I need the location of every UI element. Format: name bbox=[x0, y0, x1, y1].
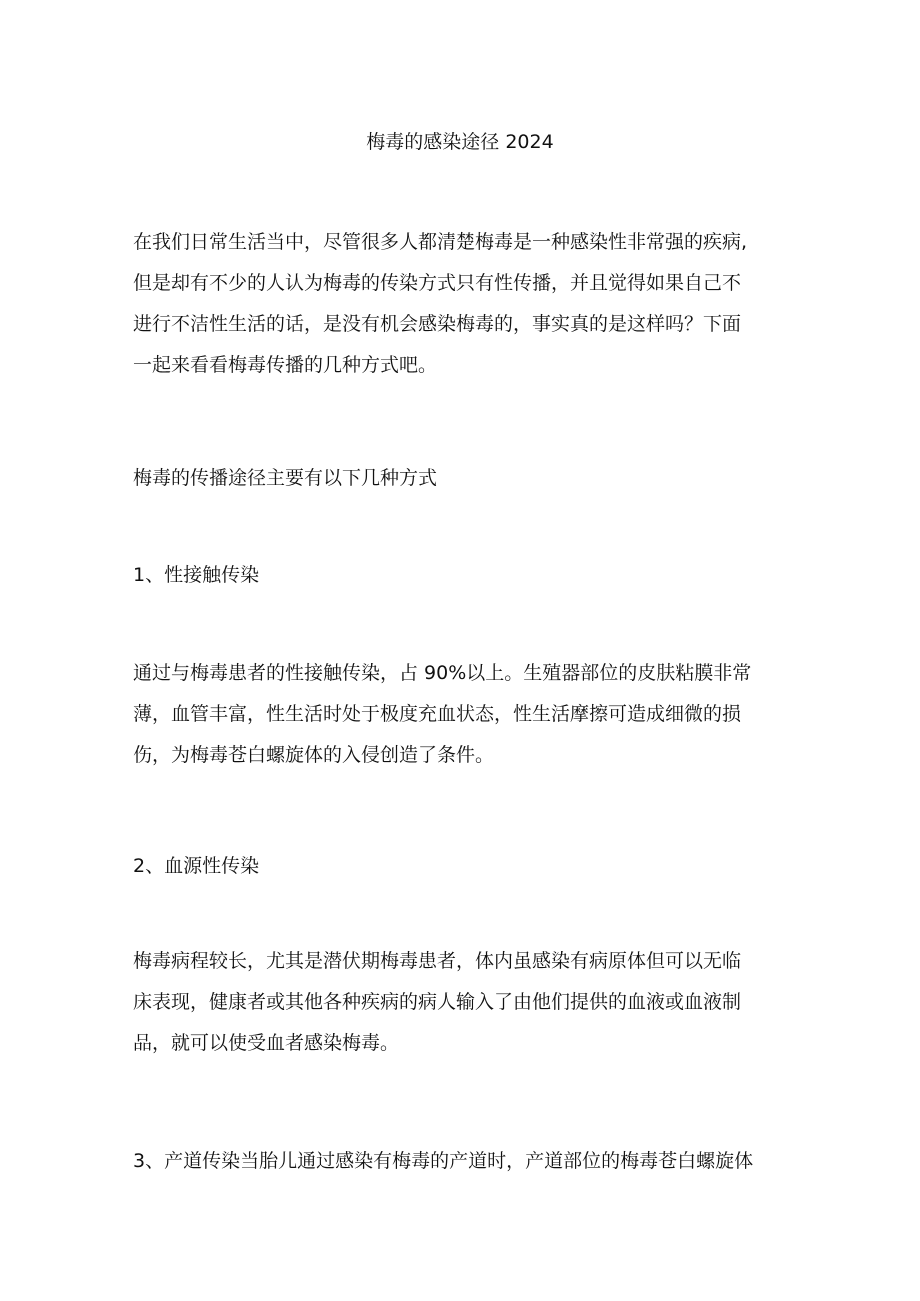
paragraph-birth-canal bbox=[133, 1141, 793, 1182]
intro-paragraph bbox=[133, 222, 793, 386]
heading-1-text: 1、性接触传染 bbox=[133, 564, 260, 586]
para-1-line: 通过与梅毒患者的性接触传染，占 90%以上。生殖器部位的皮肤粘膜非常 bbox=[133, 662, 752, 684]
intro-line: 但是却有不少的人认为梅毒的传染方式只有性传播，并且觉得如果自己不 bbox=[133, 272, 742, 294]
intro-line: 进行不洁性生活的话，是没有机会感染梅毒的，事实真的是这样吗？下面 bbox=[133, 313, 742, 335]
para-1-line: 伤，为梅毒苍白螺旋体的入侵创造了条件。 bbox=[133, 744, 495, 766]
heading-sexual-contact bbox=[133, 555, 793, 596]
section-intro bbox=[133, 458, 793, 499]
para-2-line: 品，就可以使受血者感染梅毒。 bbox=[133, 1032, 400, 1054]
intro-line: 在我们日常生活当中，尽管很多人都清楚梅毒是一种感染性非常强的疾病, bbox=[133, 231, 748, 253]
paragraph-blood-borne bbox=[133, 941, 793, 1064]
para-1-line: 薄，血管丰富，性生活时处于极度充血状态，性生活摩擦可造成细微的损 bbox=[133, 703, 742, 725]
heading-2-text: 2、血源性传染 bbox=[133, 855, 260, 877]
section-intro-text: 梅毒的传播途径主要有以下几种方式 bbox=[133, 467, 438, 489]
paragraph-sexual-contact bbox=[133, 653, 793, 776]
document-title: 梅毒的感染途径 2024 bbox=[366, 131, 554, 153]
para-2-line: 床表现，健康者或其他各种疾病的病人输入了由他们提供的血液或血液制 bbox=[133, 991, 742, 1013]
para-3-line: 3、产道传染当胎儿通过感染有梅毒的产道时，产道部位的梅毒苍白螺旋体 bbox=[133, 1150, 754, 1172]
intro-line: 一起来看看梅毒传播的几种方式吧。 bbox=[133, 354, 438, 376]
para-2-line: 梅毒病程较长，尤其是潜伏期梅毒患者，体内虽感染有病原体但可以无临 bbox=[133, 950, 742, 972]
heading-blood-borne bbox=[133, 846, 793, 887]
